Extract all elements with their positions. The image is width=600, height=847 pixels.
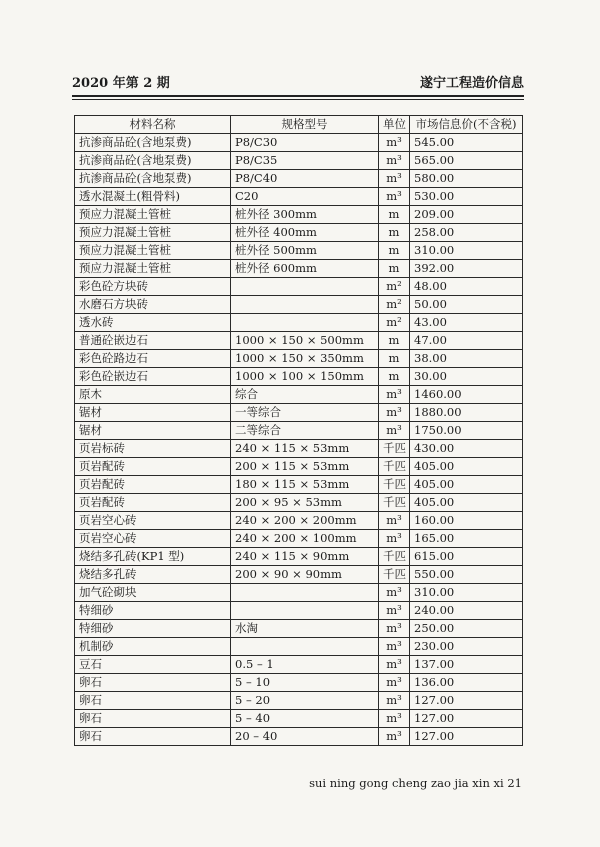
price-cell: 1880.00: [410, 404, 523, 422]
table-row: [75, 476, 523, 494]
price-cell: 48.00: [410, 278, 523, 296]
spec-cell: 桩外径 600mm: [231, 260, 379, 278]
unit-cell: m: [379, 350, 410, 368]
spec-cell: 1000 × 150 × 500mm: [231, 332, 379, 350]
material-name-cell: 加气砼砌块: [75, 584, 231, 602]
price-cell: 565.00: [410, 152, 523, 170]
table-header-row: [75, 116, 523, 134]
material-name-cell: 预应力混凝土管桩: [75, 260, 231, 278]
table-row: [75, 242, 523, 260]
unit-cell: 千匹: [379, 476, 410, 494]
material-name-cell: 卵石: [75, 692, 231, 710]
material-name-cell: 页岩配砖: [75, 494, 231, 512]
material-name-cell: 透水砖: [75, 314, 231, 332]
material-name-cell: 透水混凝土(粗骨料): [75, 188, 231, 206]
material-name-cell: 彩色砼嵌边石: [75, 368, 231, 386]
spec-cell: 5 – 20: [231, 692, 379, 710]
table-row: [75, 224, 523, 242]
price-cell: 580.00: [410, 170, 523, 188]
unit-cell: m³: [379, 422, 410, 440]
spec-cell: [231, 314, 379, 332]
table-row: [75, 602, 523, 620]
price-cell: 136.00: [410, 674, 523, 692]
price-cell: 250.00: [410, 620, 523, 638]
unit-cell: m: [379, 332, 410, 350]
unit-cell: m²: [379, 278, 410, 296]
price-cell: 1750.00: [410, 422, 523, 440]
table-row: [75, 530, 523, 548]
spec-cell: C20: [231, 188, 379, 206]
unit-cell: m: [379, 242, 410, 260]
unit-cell: m³: [379, 188, 410, 206]
spec-cell: 一等综合: [231, 404, 379, 422]
column-header-price: 市场信息价(不含税): [410, 116, 523, 134]
unit-cell: 千匹: [379, 548, 410, 566]
price-cell: 405.00: [410, 458, 523, 476]
table-row: [75, 404, 523, 422]
table-row: [75, 350, 523, 368]
table-row: [75, 422, 523, 440]
price-cell: 530.00: [410, 188, 523, 206]
price-cell: 137.00: [410, 656, 523, 674]
spec-cell: 二等综合: [231, 422, 379, 440]
material-name-cell: 原木: [75, 386, 231, 404]
table-row: [75, 332, 523, 350]
material-name-cell: 彩色砼方块砖: [75, 278, 231, 296]
table-row: [75, 692, 523, 710]
material-name-cell: 卵石: [75, 728, 231, 746]
unit-cell: m³: [379, 710, 410, 728]
material-name-cell: 卵石: [75, 710, 231, 728]
table-row: [75, 620, 523, 638]
spec-cell: P8/C30: [231, 134, 379, 152]
spec-cell: P8/C40: [231, 170, 379, 188]
unit-cell: m³: [379, 152, 410, 170]
unit-cell: 千匹: [379, 458, 410, 476]
material-name-cell: 卵石: [75, 674, 231, 692]
unit-cell: m³: [379, 512, 410, 530]
unit-cell: m³: [379, 530, 410, 548]
table-body: [75, 134, 523, 746]
table-row: [75, 134, 523, 152]
spec-cell: 桩外径 400mm: [231, 224, 379, 242]
spec-cell: [231, 602, 379, 620]
unit-cell: m³: [379, 170, 410, 188]
price-cell: 209.00: [410, 206, 523, 224]
header-rule-thin: [72, 99, 524, 100]
material-name-cell: 抗渗商品砼(含地泵费): [75, 134, 231, 152]
price-cell: 405.00: [410, 494, 523, 512]
spec-cell: 水淘: [231, 620, 379, 638]
spec-cell: [231, 584, 379, 602]
unit-cell: 千匹: [379, 494, 410, 512]
table-row: [75, 296, 523, 314]
table-row: [75, 548, 523, 566]
table-row: [75, 206, 523, 224]
unit-cell: m: [379, 368, 410, 386]
spec-cell: 20 – 40: [231, 728, 379, 746]
unit-cell: m²: [379, 296, 410, 314]
material-name-cell: 页岩空心砖: [75, 512, 231, 530]
price-cell: 392.00: [410, 260, 523, 278]
material-name-cell: 烧结多孔砖(KP1 型): [75, 548, 231, 566]
unit-cell: m³: [379, 728, 410, 746]
price-cell: 258.00: [410, 224, 523, 242]
table-row: [75, 278, 523, 296]
material-name-cell: 预应力混凝土管桩: [75, 242, 231, 260]
price-cell: 1460.00: [410, 386, 523, 404]
spec-cell: 200 × 95 × 53mm: [231, 494, 379, 512]
price-cell: 127.00: [410, 692, 523, 710]
material-name-cell: 页岩配砖: [75, 476, 231, 494]
unit-cell: m³: [379, 656, 410, 674]
material-name-cell: 特细砂: [75, 602, 231, 620]
spec-cell: 5 – 10: [231, 674, 379, 692]
material-name-cell: 水磨石方块砖: [75, 296, 231, 314]
table-row: [75, 494, 523, 512]
spec-cell: 桩外径 300mm: [231, 206, 379, 224]
spec-cell: 5 – 40: [231, 710, 379, 728]
price-cell: 30.00: [410, 368, 523, 386]
unit-cell: m: [379, 206, 410, 224]
table-row: [75, 188, 523, 206]
price-cell: 127.00: [410, 728, 523, 746]
table-row: [75, 440, 523, 458]
table-row: [75, 368, 523, 386]
spec-cell: [231, 638, 379, 656]
spec-cell: 240 × 200 × 200mm: [231, 512, 379, 530]
price-cell: 230.00: [410, 638, 523, 656]
column-header-name: 材料名称: [75, 116, 231, 134]
unit-cell: m³: [379, 620, 410, 638]
spec-cell: 200 × 90 × 90mm: [231, 566, 379, 584]
price-cell: 165.00: [410, 530, 523, 548]
material-name-cell: 机制砂: [75, 638, 231, 656]
price-cell: 43.00: [410, 314, 523, 332]
table-row: [75, 728, 523, 746]
unit-cell: m³: [379, 404, 410, 422]
unit-cell: 千匹: [379, 440, 410, 458]
table-row: [75, 512, 523, 530]
spec-cell: 200 × 115 × 53mm: [231, 458, 379, 476]
table-row: [75, 152, 523, 170]
material-name-cell: 页岩配砖: [75, 458, 231, 476]
table-row: [75, 656, 523, 674]
table-row: [75, 638, 523, 656]
material-name-cell: 普通砼嵌边石: [75, 332, 231, 350]
spec-cell: 180 × 115 × 53mm: [231, 476, 379, 494]
unit-cell: m³: [379, 584, 410, 602]
spec-cell: 桩外径 500mm: [231, 242, 379, 260]
price-cell: 240.00: [410, 602, 523, 620]
material-name-cell: 预应力混凝土管桩: [75, 206, 231, 224]
spec-cell: [231, 296, 379, 314]
price-cell: 310.00: [410, 242, 523, 260]
unit-cell: m³: [379, 638, 410, 656]
issue-label: 2020 年第 2 期: [72, 76, 170, 91]
table-row: [75, 458, 523, 476]
page-header: [72, 72, 524, 94]
spec-cell: 240 × 200 × 100mm: [231, 530, 379, 548]
price-cell: 405.00: [410, 476, 523, 494]
publication-title: 遂宁工程造价信息: [419, 76, 524, 91]
material-name-cell: 锯材: [75, 422, 231, 440]
price-cell: 615.00: [410, 548, 523, 566]
table-row: [75, 314, 523, 332]
column-header-spec: 规格型号: [231, 116, 379, 134]
table-row: [75, 584, 523, 602]
unit-cell: m³: [379, 674, 410, 692]
table-row: [75, 674, 523, 692]
price-cell: 430.00: [410, 440, 523, 458]
spec-cell: P8/C35: [231, 152, 379, 170]
material-name-cell: 抗渗商品砼(含地泵费): [75, 170, 231, 188]
unit-cell: 千匹: [379, 566, 410, 584]
header-rule: [72, 95, 524, 97]
page-footer: sui ning gong cheng zao jia xin xi 21: [309, 776, 522, 790]
material-name-cell: 特细砂: [75, 620, 231, 638]
material-name-cell: 抗渗商品砼(含地泵费): [75, 152, 231, 170]
material-name-cell: 烧结多孔砖: [75, 566, 231, 584]
material-name-cell: 预应力混凝土管桩: [75, 224, 231, 242]
price-cell: 545.00: [410, 134, 523, 152]
table-row: [75, 260, 523, 278]
table-row: [75, 386, 523, 404]
spec-cell: 240 × 115 × 53mm: [231, 440, 379, 458]
spec-cell: 1000 × 100 × 150mm: [231, 368, 379, 386]
spec-cell: 0.5 – 1: [231, 656, 379, 674]
spec-cell: 240 × 115 × 90mm: [231, 548, 379, 566]
unit-cell: m³: [379, 134, 410, 152]
table-row: [75, 170, 523, 188]
spec-cell: 1000 × 150 × 350mm: [231, 350, 379, 368]
unit-cell: m³: [379, 602, 410, 620]
table-row: [75, 710, 523, 728]
spec-cell: [231, 278, 379, 296]
column-header-unit: 单位: [379, 116, 410, 134]
price-cell: 310.00: [410, 584, 523, 602]
spec-cell: 综合: [231, 386, 379, 404]
unit-cell: m³: [379, 692, 410, 710]
unit-cell: m: [379, 260, 410, 278]
material-name-cell: 豆石: [75, 656, 231, 674]
price-cell: 38.00: [410, 350, 523, 368]
material-name-cell: 彩色砼路边石: [75, 350, 231, 368]
price-cell: 160.00: [410, 512, 523, 530]
price-table: [74, 115, 523, 746]
unit-cell: m²: [379, 314, 410, 332]
price-cell: 127.00: [410, 710, 523, 728]
material-name-cell: 页岩标砖: [75, 440, 231, 458]
table-row: [75, 566, 523, 584]
price-cell: 550.00: [410, 566, 523, 584]
material-name-cell: 页岩空心砖: [75, 530, 231, 548]
material-name-cell: 锯材: [75, 404, 231, 422]
price-cell: 50.00: [410, 296, 523, 314]
unit-cell: m³: [379, 386, 410, 404]
price-cell: 47.00: [410, 332, 523, 350]
unit-cell: m: [379, 224, 410, 242]
